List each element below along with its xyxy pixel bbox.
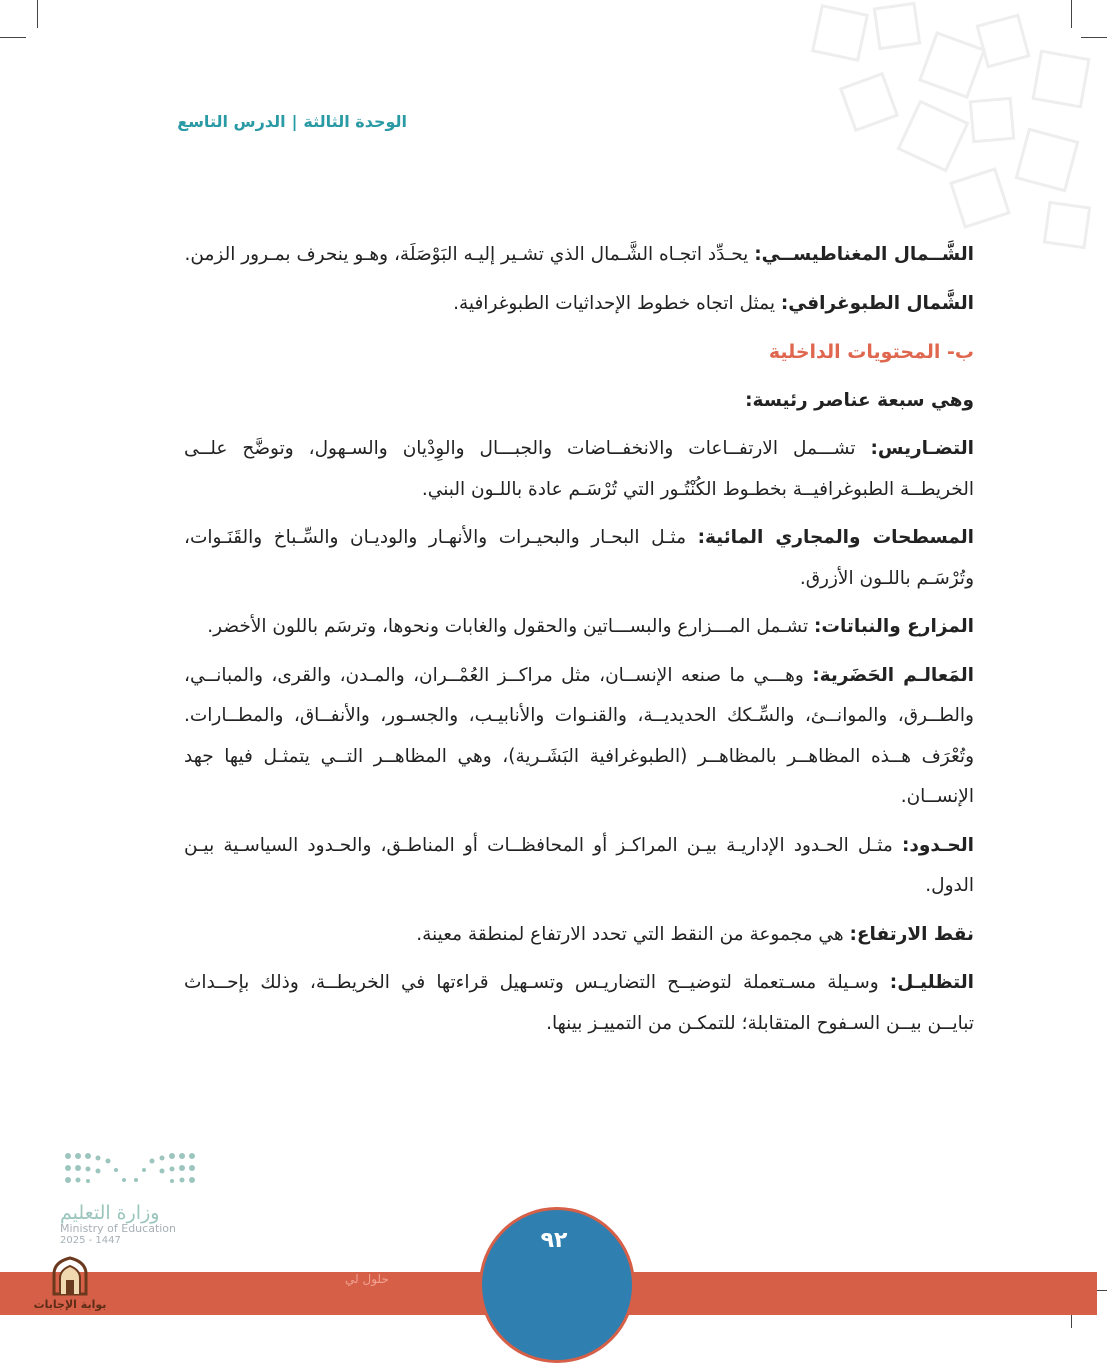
term: نقط الارتفاع: <box>849 923 974 945</box>
lesson-content <box>184 235 974 1052</box>
section-title: ب- المحتويات الداخلية <box>768 341 974 363</box>
mosque-icon <box>50 1256 90 1296</box>
paragraph-topographic-north <box>184 284 974 325</box>
paragraph-borders <box>184 826 974 907</box>
term: المسطحات والمجاري المائية: <box>697 527 975 548</box>
term: المَعالـم الحَضَرية: <box>812 664 974 686</box>
definition: يمثل اتجاه خطوط الإحداثيات الطبوغرافية. <box>453 292 781 314</box>
paragraph-magnetic-north <box>184 235 974 276</box>
definition: وسـيلة مسـتعملة لتوضيــح التضاريـس وتسـهيل قراءتها في الخريطــة، وذلك بإحــداث تبايــن بيــن السـفوح المتقابلة؛ للتمكـن من التمييـز بينها. <box>184 972 974 1034</box>
crop-mark <box>0 37 26 38</box>
term: الشَّــمال المغناطيســي: <box>754 244 974 265</box>
term: الحـدود: <box>901 834 974 856</box>
definition: يحـدِّد اتجـاه الشَّـمال الذي تشـير إليـه البَوْصَلَة، وهـو ينحرف بمـرور الزمن. <box>184 244 755 265</box>
definition: هي مجموعة من النقط التي تحدد الارتفاع لمنطقة معينة. <box>416 923 850 945</box>
portal-logo[interactable] <box>30 1256 110 1311</box>
lesson-label: الدرس التاسع <box>177 112 286 131</box>
section-intro: وهي سبعة عناصر رئيسة: <box>745 389 974 411</box>
definition: مثـل البحـار والبحيـرات والأنهـار والوديـان والسِّـباخ والقَنَـوات، وتُرْسَـم باللـون الأزرق. <box>184 527 974 589</box>
page-number: ٩٢ <box>540 1228 568 1253</box>
term: التضـاريس: <box>870 438 974 459</box>
definition: وهـــي ما صنعه الإنســان، مثل مراكــز العُمْــران، والمـدن، والقرى، والمبانــي، والطــرق، والموانــئ، والسِّـكك الحديديــة، والقنـوات والأنابيـب، والجسـور، والأنفــاق، والمطــارات. وتُعْرَف هــذه المظاهــر بالمظاهــر (الطبوغرافية البَشَـرية)، وهي المظاهــر التــي يتمثـل فيها جهد الإنســان. <box>184 664 974 807</box>
ministry-year: 2025 - 1447 <box>60 1235 121 1246</box>
definition: تشـــمل الارتفــاعات والانخفــاضات والجبـــال والوِدْيان والسـهول، وتوضَّح علــى الخريطــة الطبوغرافيــة بخطـوط الكُنْتُـور التي تُرْسَـم عادة باللـون البني. <box>184 438 974 500</box>
crop-mark <box>37 0 38 28</box>
term: التظليـل: <box>889 972 974 993</box>
portal-label: بوابة الإجابات <box>33 1298 107 1311</box>
definition: تشـمل المـــزارع والبســـاتين والحقول والغابات ونحوها، وترسَم باللون الأخضر. <box>207 616 814 637</box>
term: المزارع والنباتات: <box>814 616 974 637</box>
header-separator: | <box>291 112 298 131</box>
paragraph-elevation <box>184 915 974 956</box>
term: الشَّمال الطبوغرافي: <box>780 292 974 314</box>
unit-label: الوحدة الثالثة <box>303 112 407 131</box>
lesson-header <box>177 112 407 131</box>
paragraph-relief <box>184 429 974 510</box>
paragraph-shading <box>184 963 974 1044</box>
ministry-name-en: Ministry of Education <box>60 1222 177 1235</box>
paragraph-farms <box>184 607 974 648</box>
ministry-dots-icon <box>60 1150 200 1194</box>
definition: مثـل الحـدود الإداريـة بيـن المراكـز أو المحافظــات أو المناطـق، والحـدود السياسـية بيـن الدول. <box>184 834 974 896</box>
ministry-name-ar: وزارة التعليم <box>60 1202 160 1224</box>
paragraph-water <box>184 518 974 599</box>
paragraph-landmarks <box>184 656 974 818</box>
watermark-label: حلول لي <box>345 1272 389 1286</box>
ministry-logo <box>60 1150 205 1246</box>
